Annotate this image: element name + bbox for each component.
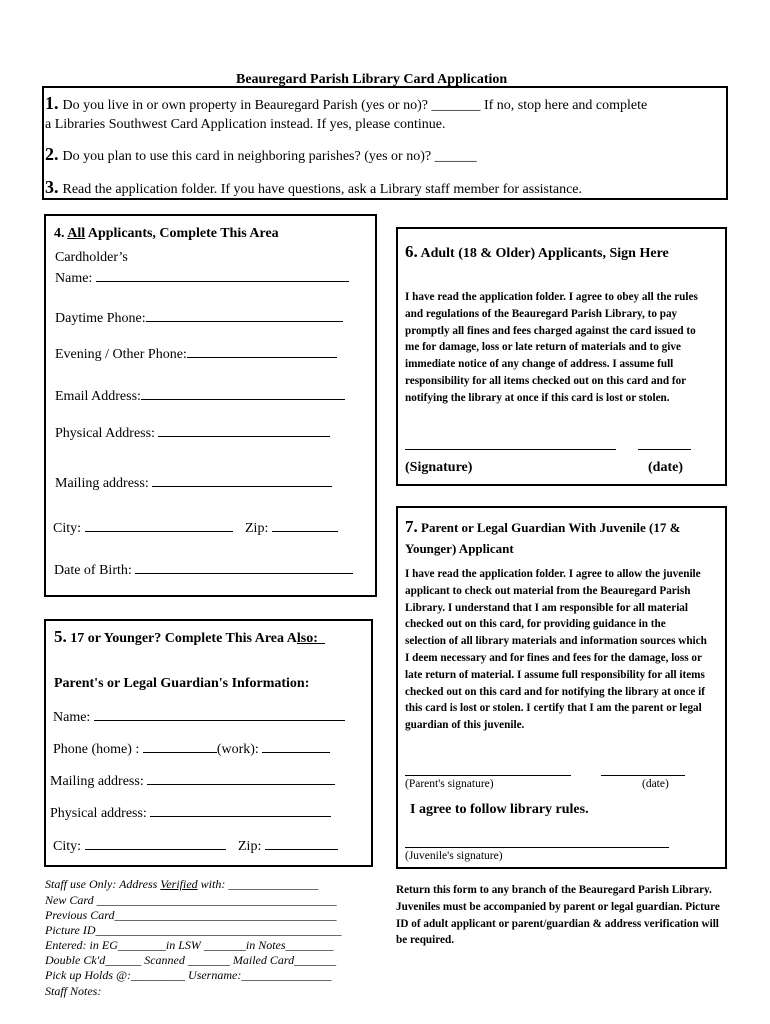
return-instructions: Return this form to any branch of the Beauregard Parish Library. Juveniles must be accompanied by parent or legal guardian. Picture ID of adult applicant or parent/guardian & address verification will be required. — [396, 884, 720, 947]
evening-phone-field[interactable]: Evening / Other Phone: — [55, 345, 337, 363]
mailing-address-line[interactable] — [152, 474, 332, 487]
guardian-mailing-line[interactable] — [147, 772, 335, 785]
mailing-address-field[interactable]: Mailing address: — [55, 474, 332, 492]
daytime-phone-line[interactable] — [146, 309, 343, 322]
guardian-phone-home-line[interactable] — [143, 740, 217, 753]
staff-picture-id: Picture ID_________________________________________ — [45, 923, 342, 937]
guardian-physical-field[interactable]: Physical address: — [50, 804, 331, 822]
guardian-phone-work-line[interactable] — [262, 740, 330, 753]
guardian-phone-home-field[interactable]: Phone (home) : (work): — [53, 740, 330, 758]
city-line[interactable] — [85, 519, 233, 532]
cardholder-label: Cardholder’s — [55, 250, 128, 265]
guardian-agreement-text: I have read the application folder. I agree to allow the juvenile applicant to check out material from the Beauregard Parish Library. I understand that I am responsible for all material checked out on this card, for providing guidance in the selection of all library materials and information sources which I deem necessary and for fines and fees for the damage, loss or late return of material. I assume full responsibility for all items checked out on this card and for notifying the library at once if this card is lost or stolen. I certify that I am the parent or legal guardian of this juvenile. — [405, 568, 707, 732]
staff-previous-card: Previous Card_____________________________________ — [45, 908, 337, 922]
physical-address-line[interactable] — [158, 424, 330, 437]
date-of-birth-line[interactable] — [135, 561, 353, 574]
physical-address-field[interactable]: Physical Address: — [55, 424, 330, 442]
question-2: 2. Do you plan to use this card in neighboring parishes? (yes or no)? ______ — [45, 144, 477, 164]
zip-line[interactable] — [272, 519, 338, 532]
zip-field[interactable]: Zip: — [245, 519, 338, 537]
question-3-text: Read the application folder. If you have questions, ask a Library staff member for assistance. — [62, 182, 583, 197]
section-5-heading: 5. 17 or Younger? Complete This Area Also:_ — [54, 627, 325, 646]
guardian-phone-work-label: (work): — [216, 742, 259, 757]
cardholder-name-field[interactable]: Name: — [55, 269, 349, 287]
question-1-continued: a Libraries Southwest Card Application instead. If yes, please continue. — [45, 117, 446, 132]
question-2-text: Do you plan to use this card in neighboring parishes? (yes or no)? ______ — [62, 149, 477, 164]
adult-agreement-text: I have read the application folder. I agree to obey all the rules and regulations of the Beauregard Parish Library, to pay promptly all fines and fees charged against the card issued to me for damage, loss or late return of materials and to give immediate notice of any change of address. I assume full responsibility for all items checked out on this card and for notifying the library at once if this card is lost or stolen. — [405, 291, 698, 404]
parent-signature-label: (Parent's signature) — [405, 778, 494, 790]
staff-new-card: New Card ________________________________________ — [45, 893, 337, 907]
parent-signature-line[interactable] — [405, 775, 571, 776]
staff-address-verified: Staff use Only: Address Verified with: _______________ — [45, 877, 319, 891]
date-of-birth-field[interactable]: Date of Birth: — [54, 561, 353, 579]
staff-notes: Staff Notes: — [45, 984, 102, 998]
adult-signature-line[interactable] — [405, 449, 616, 450]
daytime-phone-field[interactable]: Daytime Phone: — [55, 309, 343, 327]
question-3: 3. Read the application folder. If you have questions, ask a Library staff member for assistance. — [45, 177, 583, 197]
guardian-zip-line[interactable] — [265, 837, 338, 850]
juvenile-signature-label: (Juvenile's signature) — [405, 850, 503, 862]
adult-date-label: (date) — [648, 460, 683, 475]
guardian-city-field[interactable]: City: — [53, 837, 226, 855]
page-title: Beauregard Parish Library Card Application — [236, 72, 508, 87]
email-field[interactable]: Email Address: — [55, 387, 345, 405]
staff-pickup-holds: Pick up Holds @:_________ Username:_______________ — [45, 968, 332, 982]
juvenile-agreement: I agree to follow library rules. — [410, 802, 589, 817]
guardian-info-heading: Parent's or Legal Guardian's Information: — [54, 676, 310, 691]
question-1-text: Do you live in or own property in Beauregard Parish (yes or no)? _______ If no, stop here and complete — [62, 98, 648, 113]
parent-date-label: (date) — [642, 778, 669, 790]
guardian-mailing-field[interactable]: Mailing address: — [50, 772, 335, 790]
juvenile-signature-line[interactable] — [405, 847, 669, 848]
section-4-heading: 4. All Applicants, Complete This Area — [54, 226, 279, 241]
section-6-heading: 6. Adult (18 & Older) Applicants, Sign Here — [405, 242, 669, 261]
adult-date-line[interactable] — [638, 449, 691, 450]
city-field[interactable]: City: — [53, 519, 233, 537]
email-line[interactable] — [141, 387, 345, 400]
guardian-zip-field[interactable]: Zip: — [238, 837, 338, 855]
parent-date-line[interactable] — [601, 775, 685, 776]
evening-phone-line[interactable] — [187, 345, 337, 358]
question-1: 1. Do you live in or own property in Beauregard Parish (yes or no)? _______ If no, stop here and complete — [45, 93, 648, 113]
section-7-heading-cont: Younger) Applicant — [405, 541, 514, 556]
adult-signature-label: (Signature) — [405, 460, 473, 475]
staff-double-checked: Double Ck'd______ Scanned _______ Mailed Card_______ — [45, 953, 337, 967]
staff-entered: Entered: in EG________in LSW _______in Notes________ — [45, 938, 334, 952]
guardian-name-line[interactable] — [94, 708, 345, 721]
cardholder-name-line[interactable] — [96, 269, 349, 282]
section-7-heading: 7. Parent or Legal Guardian With Juvenile (17 & — [405, 517, 681, 536]
guardian-name-field[interactable]: Name: — [53, 708, 345, 726]
guardian-city-line[interactable] — [85, 837, 226, 850]
guardian-physical-line[interactable] — [150, 804, 331, 817]
